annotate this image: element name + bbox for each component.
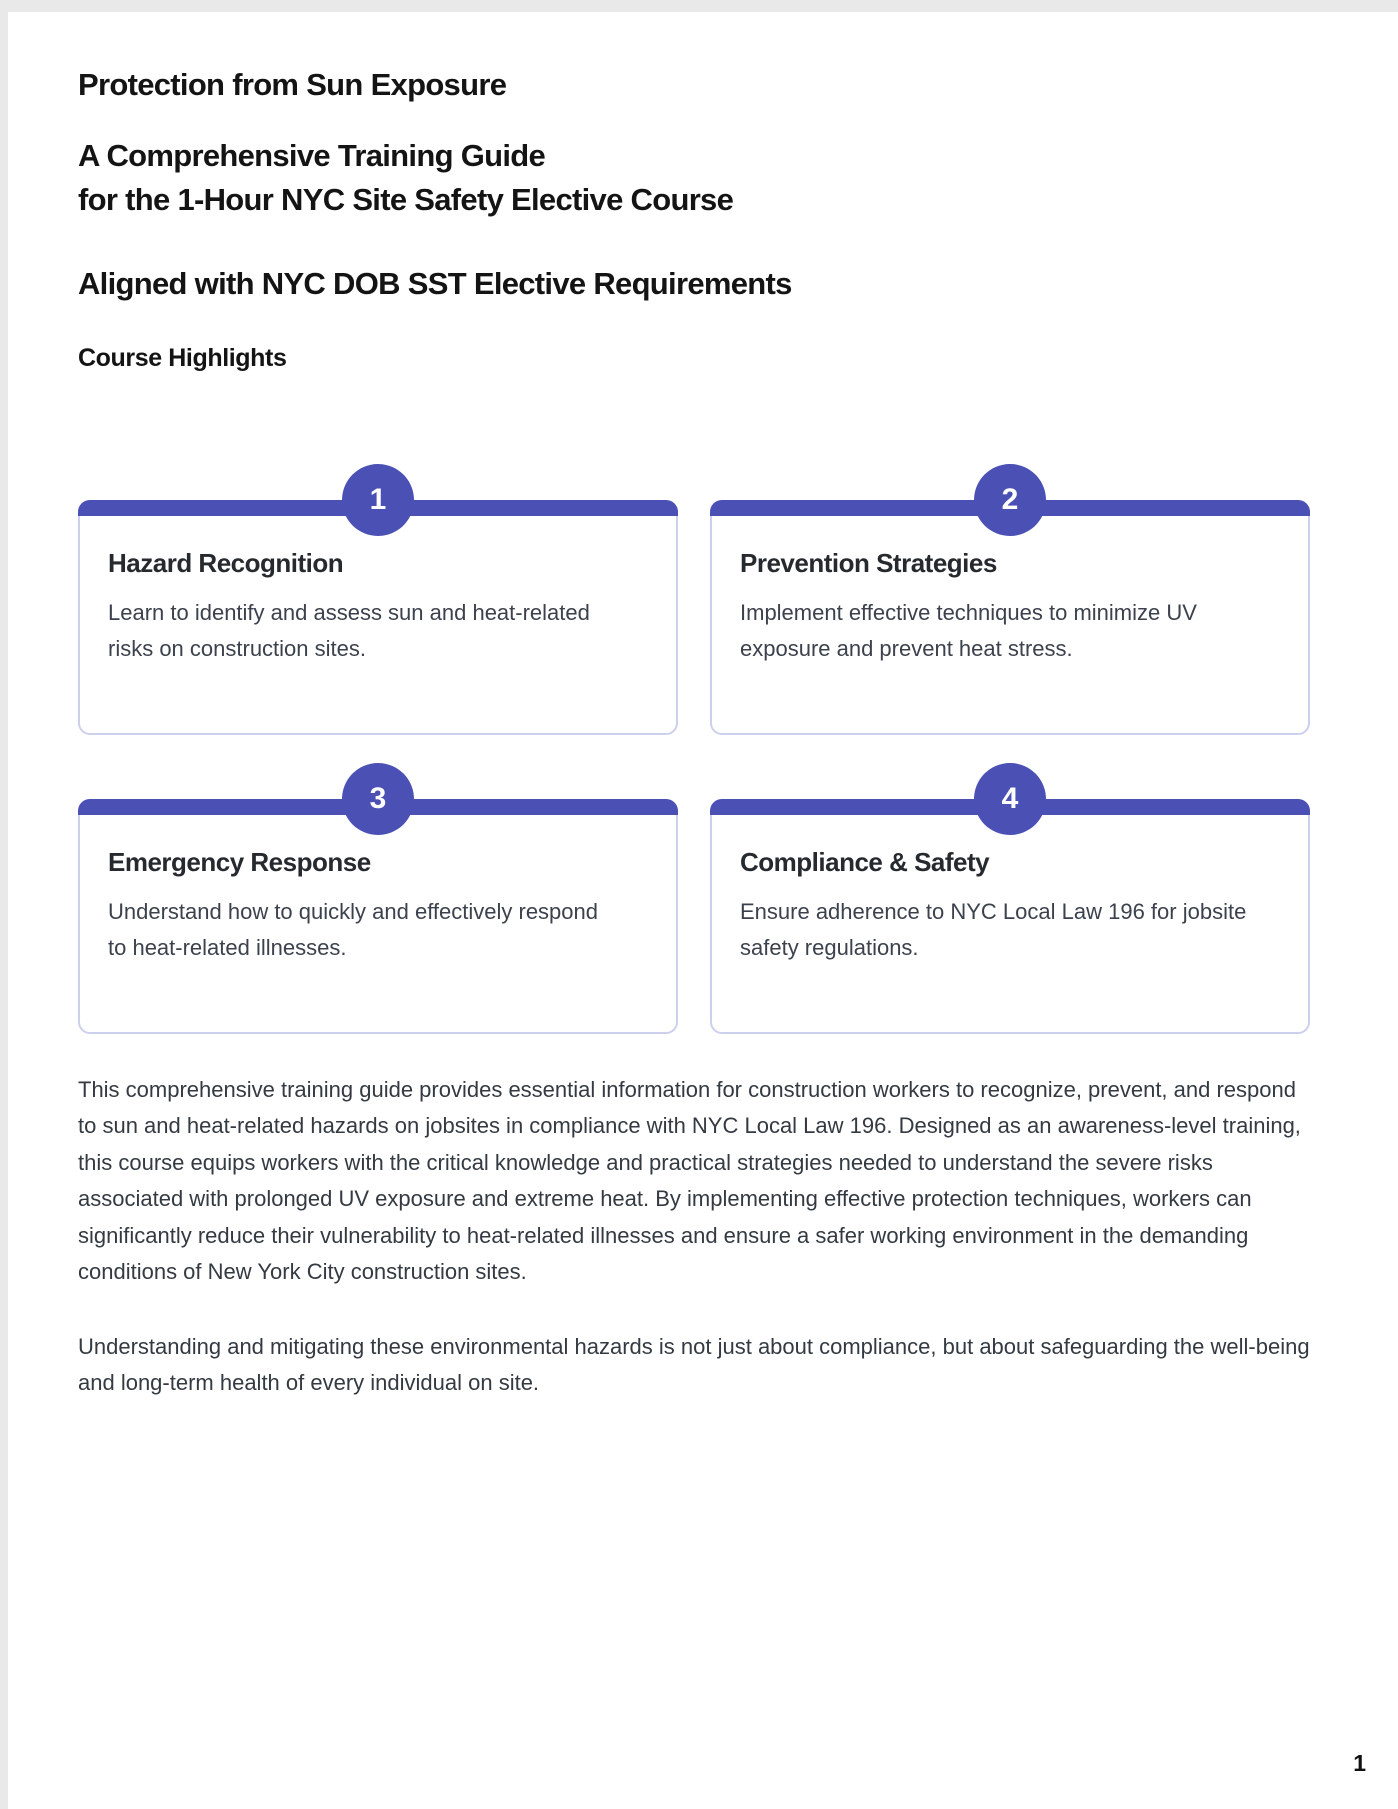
document-page xyxy=(8,12,1398,1809)
highlight-card-emergency-response xyxy=(78,781,678,1034)
card-title: Prevention Strategies xyxy=(740,547,997,578)
body-paragraph-1: This comprehensive training guide provides essential information for construction workers to recognize, prevent, and respond to sun and heat-related hazards on jobsites in compliance with NYC Local Law 196. Designed as an awareness-level training, this course equips workers with the critical knowledge and practical strategies needed to understand the severe risks associated with prolonged UV exposure and extreme heat. By implementing effective protection techniques, workers can significantly reduce their vulnerability to heat-related illnesses and ensure a safer working environment in the demanding conditions of New York City construction sites. xyxy=(78,1076,1301,1285)
section-heading-course-highlights: Course Highlights xyxy=(78,343,287,372)
card-number-badge: 2 xyxy=(974,464,1046,536)
doc-title: Protection from Sun Exposure xyxy=(78,67,507,102)
card-number-badge: 4 xyxy=(974,763,1046,835)
highlight-card-grid xyxy=(78,482,1310,1034)
card-title: Compliance & Safety xyxy=(740,846,990,877)
doc-subtitle-line2: for the 1-Hour NYC Site Safety Elective Course xyxy=(78,182,734,218)
card-number-badge: 1 xyxy=(342,464,414,536)
doc-subtitle xyxy=(78,134,1310,222)
page-number: 1 xyxy=(1353,1750,1366,1776)
body-paragraph-2: Understanding and mitigating these environmental hazards is not just about compliance, but about safeguarding the well-being and long-term health of every individual on site. xyxy=(78,1333,1310,1396)
card-description: Ensure adherence to NYC Local Law 196 for jobsite safety regulations. xyxy=(740,898,1247,960)
highlight-card-compliance-safety xyxy=(710,781,1310,1034)
doc-alignment-heading: Aligned with NYC DOB SST Elective Requirements xyxy=(78,266,792,302)
doc-subtitle-line1: A Comprehensive Training Guide xyxy=(78,138,546,174)
card-number-badge: 3 xyxy=(342,763,414,835)
card-description: Learn to identify and assess sun and heat-related risks on construction sites. xyxy=(108,599,590,661)
card-description: Understand how to quickly and effectively respond to heat-related illnesses. xyxy=(108,898,598,960)
card-description: Implement effective techniques to minimize UV exposure and prevent heat stress. xyxy=(740,599,1197,661)
card-title: Emergency Response xyxy=(108,846,371,877)
card-title: Hazard Recognition xyxy=(108,547,344,578)
highlight-card-prevention-strategies xyxy=(710,482,1310,735)
highlight-card-hazard-recognition xyxy=(78,482,678,735)
